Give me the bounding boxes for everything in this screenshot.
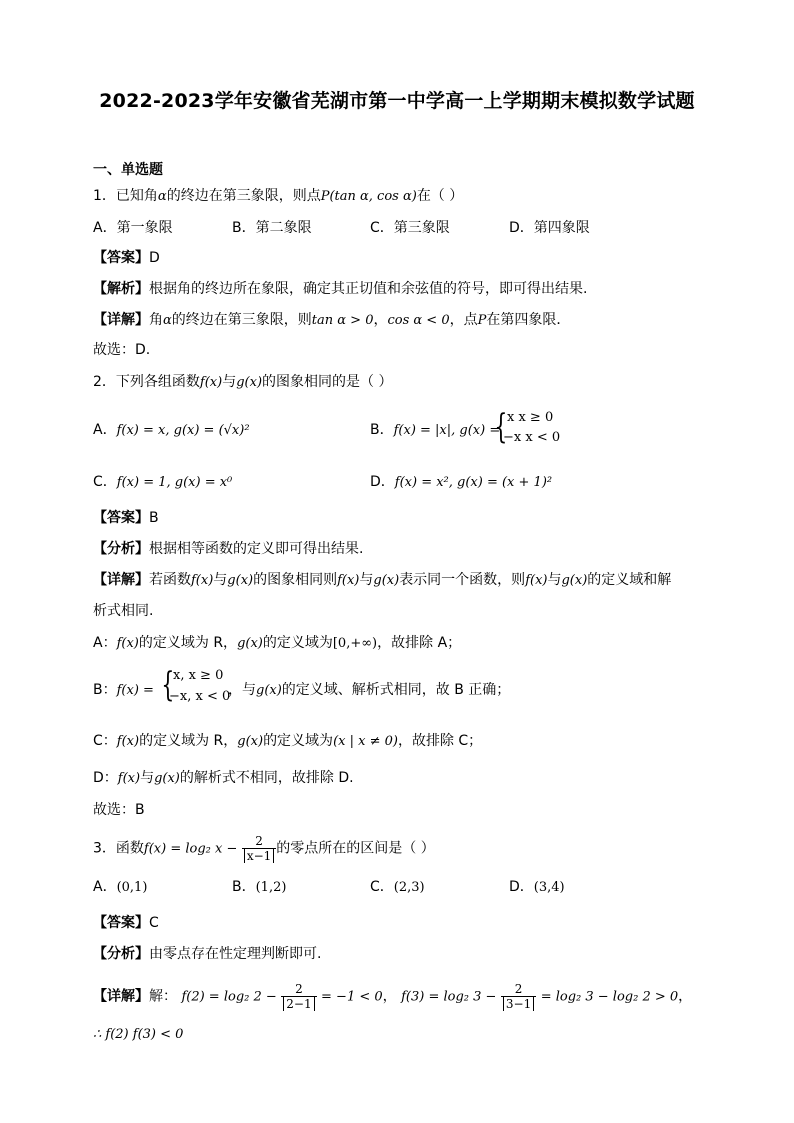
q3-detail: 【详解】解： f(2) = log₂ 2 − $\frac{2}{2-1}$ = −1 < 0， f(3) = log₂ 3 − $\frac{2}{3-1}$ = log₂ 3 − log₂ 2 > 0， <box>93 982 693 1011</box>
q1-option-a: A．第一象限 <box>93 220 173 236</box>
q2-detail-d: D：f(x)与g(x)的解析式不相同，故排除 D. <box>93 770 354 786</box>
q2-conclusion: 故选：B <box>93 802 145 818</box>
q2-detail-a: A：f(x)的定义域为 R，g(x)的定义域为[0,+∞)，故排除 A； <box>93 635 462 651</box>
q1-option-d: D．第四象限 <box>509 220 590 236</box>
q2-option-c: C．f(x) = 1, g(x) = x⁰ <box>93 474 233 490</box>
document-title: 2022-2023学年安徽省芜湖市第一中学高一上学期期末模拟数学试题 <box>99 90 695 112</box>
q2-detail-b-case1: x, x ≥ 0 <box>173 668 224 683</box>
q2-detail-c: C：f(x)的定义域为 R，g(x)的定义域为(x | x ≠ 0)，故排除 C； <box>93 733 483 749</box>
q3-analysis: 【分析】由零点存在性定理判断即可. <box>93 946 322 962</box>
q2-option-b-brace: { <box>494 407 508 447</box>
q3-conclusion: ∴ f(2) f(3) < 0 <box>93 1027 184 1042</box>
q2-detail-line2: 析式相同. <box>93 603 154 619</box>
q2-detail-b-case2: −x, x < 0 <box>169 689 231 704</box>
q2-option-b-case2: −x x < 0 <box>503 430 561 445</box>
q1-option-c: C．第三象限 <box>370 220 450 236</box>
q2-detail-b: B：f(x) = <box>93 682 154 698</box>
q1-conclusion: 故选：D. <box>93 342 151 358</box>
q2-option-b: B．f(x) = |x|, g(x) = <box>370 422 501 438</box>
q2-answer: 【答案】B <box>93 510 159 526</box>
q3-option-c: C．(2,3) <box>370 879 425 895</box>
q2-detail-b-brace: { <box>161 665 175 705</box>
q2-stem: 2．下列各组函数f(x)与g(x)的图象相同的是（ ） <box>93 374 393 390</box>
section-heading: 一、单选题 <box>93 162 163 178</box>
q2-option-d: D．f(x) = x², g(x) = (x + 1)² <box>370 474 553 490</box>
q3-fraction: $\frac{2}{x-1}$ <box>242 834 276 863</box>
q2-option-a: A．f(x) = x, g(x) = (√x)² <box>93 422 250 438</box>
q1-answer: 【答案】D <box>93 250 160 266</box>
q3-option-b: B．(1,2) <box>232 879 287 895</box>
q1-stem: 1．已知角α的终边在第三象限，则点P(tan α, cos α)在（ ） <box>93 188 464 204</box>
q3-answer: 【答案】C <box>93 915 159 931</box>
q3-stem: 3．函数f(x) = log₂ x − $\frac{2}{x-1}$ 的零点所在的区间是（ ） <box>93 834 435 863</box>
q3-option-d: D．(3,4) <box>509 879 565 895</box>
q3-detail-fraction-1: $\frac{2}{2-1}$ <box>281 982 316 1011</box>
q2-option-b-case1: x x ≥ 0 <box>507 410 554 425</box>
q1-detail: 【详解】角α的终边在第三象限，则tan α > 0，cos α < 0，点P在第四象限． <box>93 312 571 328</box>
q1-option-b: B．第二象限 <box>232 220 312 236</box>
q2-detail-line1: 【详解】若函数f(x)与g(x)的图象相同则f(x)与g(x)表示同一个函数，则f(x)与g(x)的定义域和解 <box>93 572 672 588</box>
q2-detail-b-tail: ，与g(x)的定义域、解析式相同，故 B 正确； <box>228 682 511 698</box>
q2-analysis: 【分析】根据相等函数的定义即可得出结果. <box>93 541 364 557</box>
q3-detail-fraction-2: $\frac{2}{3-1}$ <box>501 982 536 1011</box>
q1-analysis: 【解析】根据角的终边所在象限，确定其正切值和余弦值的符号，即可得出结果. <box>93 281 588 297</box>
q3-option-a: A．(0,1) <box>93 879 148 895</box>
